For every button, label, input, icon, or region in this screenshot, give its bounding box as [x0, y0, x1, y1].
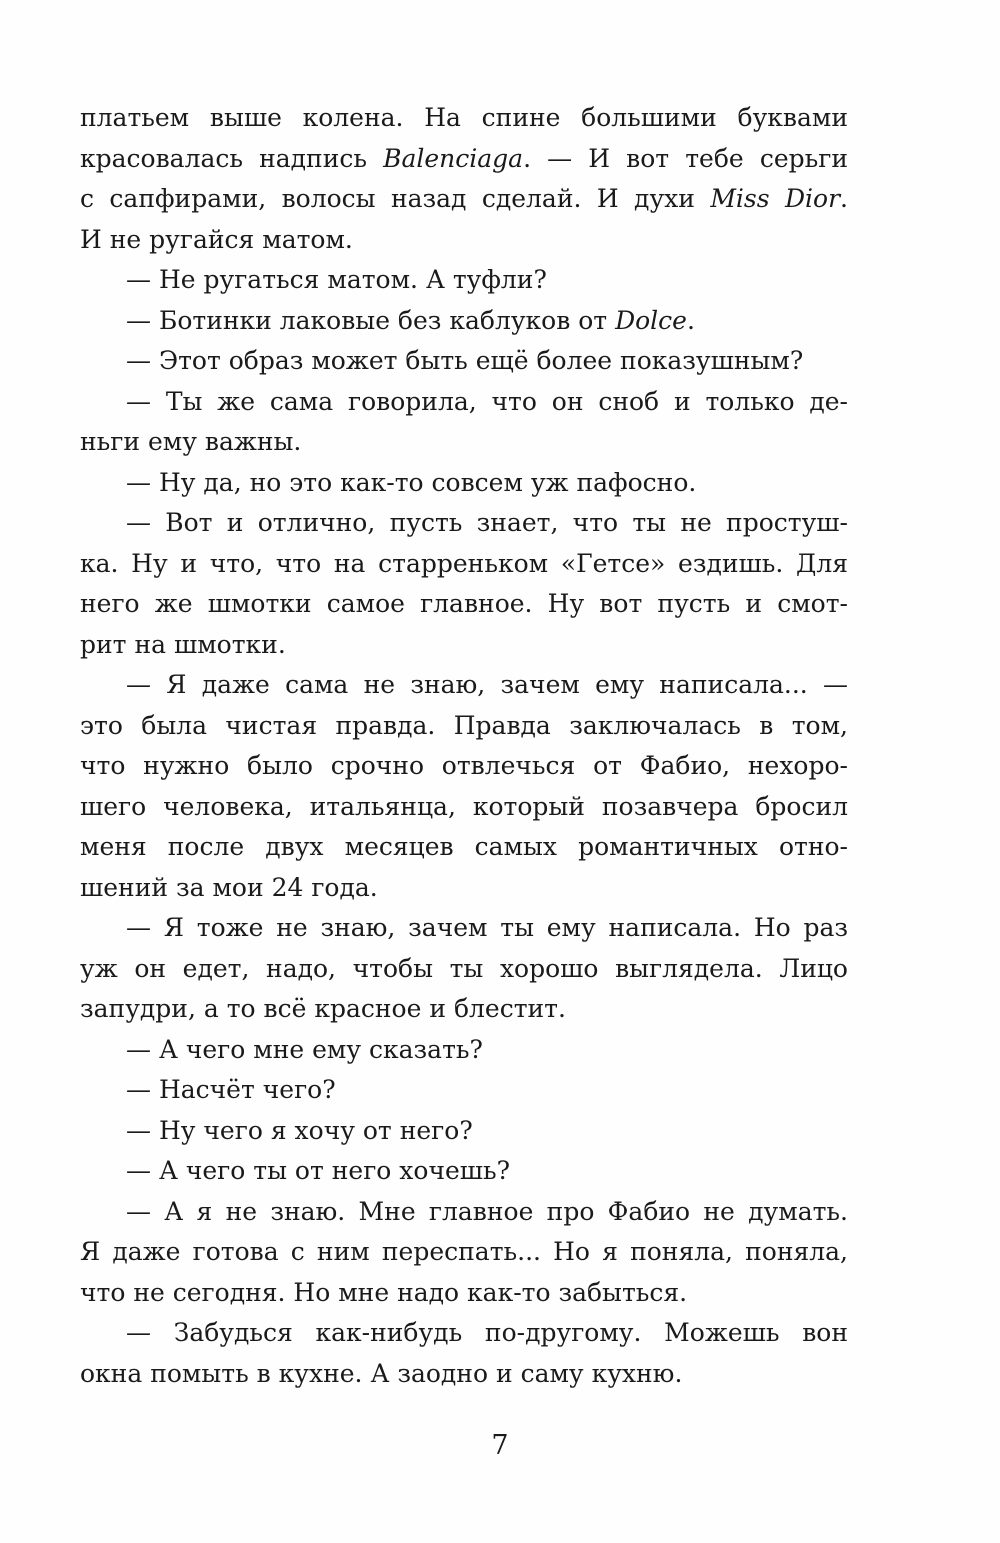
text-line: него же шмотки самое главное. Ну вот пусть и смот- [80, 589, 848, 618]
text-line: ньги ему важны. [80, 427, 302, 456]
text-line: это была чистая правда. Правда заключалась в том, [80, 710, 848, 740]
text-line: — А чего мне ему сказать? [126, 1034, 483, 1064]
text-line: ка. Ну и что, что на старреньком «Гетсе» ездишь. Для [80, 548, 848, 578]
text-line: — А чего ты от него хочешь? [126, 1156, 511, 1185]
text-line: красовалась надпись Balenciaga. — И вот тебе серьги [80, 143, 848, 173]
text-line: Я даже готова с ним переспать... Но я поняла, поняла, [80, 1237, 848, 1266]
text-line: — Я тоже не знаю, зачем ты ему написала. Но раз [126, 913, 848, 942]
text-line: меня после двух месяцев самых романтичных отно- [80, 832, 848, 861]
text-line: уж он едет, надо, чтобы ты хорошо выглядела. Лицо [80, 953, 848, 983]
text-line: — Ну чего я хочу от него? [126, 1115, 473, 1145]
text-line: — Ты же сама говорила, что он сноб и только де- [126, 386, 848, 416]
text-line: что не сегодня. Но мне надо как-то забыться. [80, 1277, 688, 1307]
text-line: запудри, а то всё красное и блестит. [80, 994, 566, 1023]
text-line: — Ботинки лаковые без каблуков от Dolce. [126, 305, 695, 335]
text-line: — Ну да, но это как-то совсем уж пафосно. [126, 467, 697, 497]
text-line: что нужно было срочно отвлечься от Фабио, нехоро- [80, 751, 848, 780]
text-line: — Не ругаться матом. А туфли? [126, 265, 547, 294]
text-line: — Забудься как-нибудь по-другому. Можешь вон [126, 1318, 848, 1347]
text-line: — А я не знаю. Мне главное про Фабио не думать. [126, 1196, 848, 1226]
page-number: 7 [491, 1430, 509, 1461]
body-text [80, 98, 848, 1394]
text-line: платьем выше колена. На спине большими буквами [80, 103, 848, 132]
text-line: рит на шмотки. [80, 629, 286, 659]
text-line: И не ругайся матом. [80, 224, 353, 254]
text-line: окна помыть в кухне. А заодно и саму кухню. [80, 1358, 683, 1388]
text-line: — Этот образ может быть ещё более показушным? [126, 346, 804, 375]
text-line: — Я даже сама не знаю, зачем ему написала... — [126, 670, 848, 699]
text-line: — Насчёт чего? [126, 1075, 336, 1104]
text-line: с сапфирами, волосы назад сделай. И духи Miss Dior. [80, 184, 848, 213]
text-line: — Вот и отлично, пусть знает, что ты не простуш- [126, 508, 848, 537]
text-line: шего человека, итальянца, который позавчера бросил [80, 791, 848, 821]
text-line: шений за мои 24 года. [80, 872, 378, 902]
